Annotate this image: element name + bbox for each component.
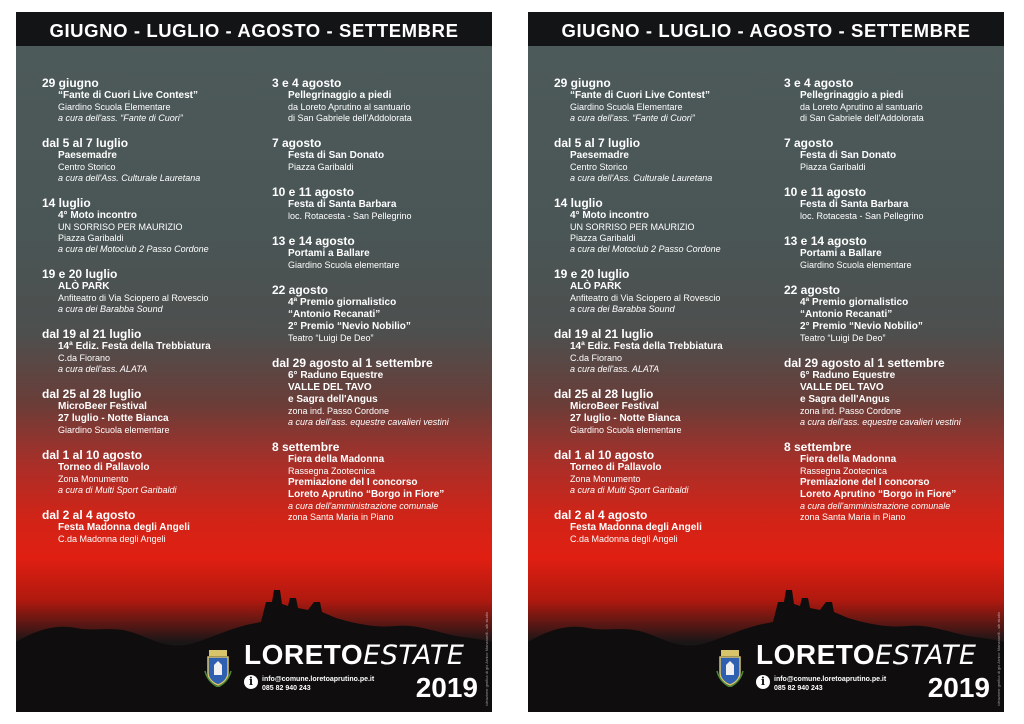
event-detail: Pellegrinaggio a piedi bbox=[800, 90, 904, 101]
event-detail: Giardino Scuola elementare bbox=[288, 260, 400, 270]
event-detail: C.da Madonna degli Angeli bbox=[570, 534, 678, 544]
footer bbox=[528, 617, 1004, 712]
event-detail: Festa Madonna degli Angeli bbox=[570, 522, 702, 533]
months-header: GIUGNO - LUGLIO - AGOSTO - SETTEMBRE bbox=[528, 12, 1004, 46]
contact-phone: 085 82 940 243 bbox=[262, 685, 311, 692]
event-detail: da Loreto Aprutino al santuario bbox=[288, 102, 411, 112]
event-detail: Giardino Scuola elementare bbox=[58, 425, 170, 435]
event-detail: Torneo di Pallavolo bbox=[58, 462, 150, 473]
town-crest-icon bbox=[204, 647, 232, 687]
event-date: dal 19 al 21 luglio bbox=[42, 327, 142, 341]
event-detail: Teatro “Luigi De Deo” bbox=[288, 333, 374, 343]
event-date: 22 agosto bbox=[784, 283, 841, 297]
event-detail: Centro Storico bbox=[570, 162, 628, 172]
event-date: 13 e 14 agosto bbox=[272, 234, 355, 248]
event-detail: ALÒ PARK bbox=[58, 281, 110, 292]
event-detail: zona ind. Passo Cordone bbox=[800, 406, 902, 416]
brand-logo bbox=[756, 639, 976, 671]
event-item bbox=[42, 448, 262, 496]
event-detail: di San Gabriele dell'Addolorata bbox=[288, 113, 412, 123]
contact-phone: 085 82 940 243 bbox=[774, 685, 823, 692]
event-detail: di San Gabriele dell'Addolorata bbox=[800, 113, 924, 123]
event-detail: Paesemadre bbox=[570, 150, 629, 161]
event-detail: 6° Raduno Equestre bbox=[288, 370, 384, 381]
event-detail: 6° Raduno Equestre bbox=[800, 370, 896, 381]
months-header: GIUGNO - LUGLIO - AGOSTO - SETTEMBRE bbox=[16, 12, 492, 46]
event-detail: “Fante di Cuori Live Contest” bbox=[58, 90, 199, 101]
event-item bbox=[272, 76, 488, 124]
event-detail: Fiera della Madonna bbox=[800, 454, 897, 465]
event-detail: Centro Storico bbox=[58, 162, 116, 172]
event-detail: Pellegrinaggio a piedi bbox=[288, 90, 392, 101]
event-item bbox=[42, 387, 262, 436]
event-date: dal 25 al 28 luglio bbox=[554, 387, 654, 401]
event-detail: 14ª Ediz. Festa della Trebbiatura bbox=[58, 341, 211, 352]
event-date: 10 e 11 agosto bbox=[784, 185, 867, 199]
town-crest-icon bbox=[716, 647, 744, 687]
event-detail: loc. Rotacesta - San Pellegrino bbox=[288, 211, 412, 221]
event-detail: a cura dell'ass. “Fante di Cuori” bbox=[58, 113, 183, 123]
events-column-right bbox=[272, 76, 488, 535]
event-date: dal 1 al 10 agosto bbox=[42, 448, 143, 462]
event-date: 8 settembre bbox=[784, 440, 852, 454]
event-detail: a cura del Motoclub 2 Passo Cordone bbox=[58, 244, 209, 254]
event-item bbox=[784, 234, 1000, 271]
event-date: dal 5 al 7 luglio bbox=[42, 136, 129, 150]
design-credit: ideazione grafica di gio Arnico Manzaselli - sib studio bbox=[484, 612, 489, 706]
event-item bbox=[272, 440, 488, 523]
event-item bbox=[272, 356, 488, 428]
event-date: 8 settembre bbox=[272, 440, 340, 454]
event-detail: Fiera della Madonna bbox=[288, 454, 385, 465]
event-detail: a cura dei Barabba Sound bbox=[58, 304, 163, 314]
event-detail: Anfiteatro di Via Sciopero al Rovescio bbox=[570, 293, 721, 303]
event-detail: C.da Fiorano bbox=[58, 353, 111, 363]
info-icon: i bbox=[756, 675, 770, 689]
event-detail: 14ª Ediz. Festa della Trebbiatura bbox=[570, 341, 723, 352]
event-detail: VALLE DEL TAVO bbox=[800, 382, 884, 393]
event-detail: Torneo di Pallavolo bbox=[570, 462, 662, 473]
event-detail: Festa di San Donato bbox=[288, 150, 385, 161]
event-detail: Loreto Aprutino “Borgo in Fiore” bbox=[800, 489, 957, 500]
event-date: dal 25 al 28 luglio bbox=[42, 387, 142, 401]
event-item bbox=[42, 196, 262, 255]
event-detail: Premiazione del I concorso bbox=[288, 477, 418, 488]
event-detail: Paesemadre bbox=[58, 150, 117, 161]
brand-logo bbox=[244, 639, 464, 671]
events-column-left bbox=[42, 76, 262, 557]
poster-right bbox=[528, 12, 1004, 712]
event-detail: Anfiteatro di Via Sciopero al Rovescio bbox=[58, 293, 209, 303]
info-icon: i bbox=[244, 675, 258, 689]
event-item bbox=[272, 234, 488, 271]
year: 2019 bbox=[415, 672, 478, 703]
event-detail: a cura dell'ass. equestre cavalieri vestini bbox=[288, 417, 449, 427]
event-item bbox=[554, 267, 774, 315]
event-date: 19 e 20 luglio bbox=[42, 267, 118, 281]
event-item bbox=[42, 76, 262, 124]
event-date: dal 29 agosto al 1 settembre bbox=[784, 356, 945, 370]
event-item bbox=[554, 136, 774, 184]
event-detail: MicroBeer Festival bbox=[570, 401, 659, 412]
event-date: dal 1 al 10 agosto bbox=[554, 448, 655, 462]
event-detail: 4ª Premio giornalistico bbox=[800, 297, 909, 308]
event-date: 13 e 14 agosto bbox=[784, 234, 867, 248]
event-date: dal 19 al 21 luglio bbox=[554, 327, 654, 341]
event-item bbox=[784, 76, 1000, 124]
event-detail: Piazza Garibaldi bbox=[58, 233, 124, 243]
contact-email: info@comune.loretoaprutino.pe.it bbox=[262, 676, 375, 683]
event-detail: Teatro “Luigi De Deo” bbox=[800, 333, 886, 343]
poster-left bbox=[16, 12, 492, 712]
event-detail: 4ª Premio giornalistico bbox=[288, 297, 397, 308]
event-detail: MicroBeer Festival bbox=[58, 401, 147, 412]
event-item bbox=[784, 136, 1000, 173]
event-detail: a cura dell'Ass. Culturale Lauretana bbox=[58, 173, 201, 183]
event-detail: e Sagra dell'Angus bbox=[288, 394, 378, 405]
event-date: 7 agosto bbox=[272, 136, 322, 150]
event-detail: a cura dell'Ass. Culturale Lauretana bbox=[570, 173, 713, 183]
brand-loreto: LORETO bbox=[756, 639, 876, 670]
design-credit: ideazione grafica di gio Arnico Manzaselli - sib studio bbox=[996, 612, 1001, 706]
event-item bbox=[42, 267, 262, 315]
event-detail: “Fante di Cuori Live Contest” bbox=[570, 90, 711, 101]
event-detail: Zona Monumento bbox=[58, 474, 129, 484]
event-date: dal 29 agosto al 1 settembre bbox=[272, 356, 433, 370]
event-item bbox=[784, 356, 1000, 428]
contact-info bbox=[774, 675, 886, 693]
event-detail: Giardino Scuola Elementare bbox=[570, 102, 683, 112]
event-detail: zona Santa Maria in Piano bbox=[288, 512, 394, 522]
event-detail: 4° Moto incontro bbox=[58, 210, 137, 221]
event-detail: Giardino Scuola elementare bbox=[800, 260, 912, 270]
event-date: dal 2 al 4 agosto bbox=[42, 508, 136, 522]
year: 2019 bbox=[927, 672, 990, 703]
event-date: dal 2 al 4 agosto bbox=[554, 508, 648, 522]
event-detail: Rassegna Zootecnica bbox=[800, 466, 888, 476]
event-date: 3 e 4 agosto bbox=[272, 76, 342, 90]
event-date: 29 giugno bbox=[554, 76, 611, 90]
event-detail: Piazza Garibaldi bbox=[570, 233, 636, 243]
event-date: 14 luglio bbox=[554, 196, 603, 210]
event-date: 14 luglio bbox=[42, 196, 91, 210]
event-item bbox=[272, 185, 488, 222]
event-detail: e Sagra dell'Angus bbox=[800, 394, 890, 405]
events-column-left bbox=[554, 76, 774, 557]
event-date: 7 agosto bbox=[784, 136, 834, 150]
event-detail: loc. Rotacesta - San Pellegrino bbox=[800, 211, 924, 221]
event-detail: a cura dell'amministrazione comunale bbox=[288, 501, 439, 511]
event-detail: zona Santa Maria in Piano bbox=[800, 512, 906, 522]
event-detail: Giardino Scuola elementare bbox=[570, 425, 682, 435]
event-detail: Portami a Ballare bbox=[800, 248, 882, 259]
event-detail: Giardino Scuola Elementare bbox=[58, 102, 171, 112]
event-item bbox=[554, 327, 774, 375]
event-detail: Festa di Santa Barbara bbox=[288, 199, 397, 210]
event-detail: a cura dell'amministrazione comunale bbox=[800, 501, 951, 511]
event-item bbox=[272, 283, 488, 344]
event-detail: Piazza Garibaldi bbox=[800, 162, 866, 172]
event-detail: Premiazione del I concorso bbox=[800, 477, 930, 488]
event-detail: a cura dell'ass. “Fante di Cuori” bbox=[570, 113, 695, 123]
event-detail: VALLE DEL TAVO bbox=[288, 382, 372, 393]
event-detail: Festa di San Donato bbox=[800, 150, 897, 161]
event-detail: C.da Fiorano bbox=[570, 353, 623, 363]
event-detail: 4° Moto incontro bbox=[570, 210, 649, 221]
event-date: 19 e 20 luglio bbox=[554, 267, 630, 281]
event-detail: a cura dei Barabba Sound bbox=[570, 304, 675, 314]
event-date: 22 agosto bbox=[272, 283, 329, 297]
event-detail: da Loreto Aprutino al santuario bbox=[800, 102, 923, 112]
event-detail: ALÒ PARK bbox=[570, 281, 622, 292]
event-detail: a cura del Motoclub 2 Passo Cordone bbox=[570, 244, 721, 254]
event-item bbox=[272, 136, 488, 173]
event-detail: Zona Monumento bbox=[570, 474, 641, 484]
event-detail: zona ind. Passo Cordone bbox=[288, 406, 390, 416]
footer bbox=[16, 617, 492, 712]
event-detail: UN SORRISO PER MAURIZIO bbox=[58, 222, 183, 232]
brand-estate: ESTATE bbox=[363, 640, 465, 671]
event-item bbox=[784, 283, 1000, 344]
contact-info bbox=[262, 675, 374, 693]
event-detail: a cura di Multi Sport Garibaldi bbox=[570, 485, 689, 495]
event-item bbox=[554, 76, 774, 124]
event-detail: “Antonio Recanati” bbox=[288, 309, 381, 320]
event-detail: Loreto Aprutino “Borgo in Fiore” bbox=[288, 489, 445, 500]
event-detail: 27 luglio - Notte Bianca bbox=[570, 413, 681, 424]
event-detail: Festa Madonna degli Angeli bbox=[58, 522, 190, 533]
event-date: 10 e 11 agosto bbox=[272, 185, 355, 199]
event-detail: C.da Madonna degli Angeli bbox=[58, 534, 166, 544]
event-detail: UN SORRISO PER MAURIZIO bbox=[570, 222, 695, 232]
event-item bbox=[42, 136, 262, 184]
event-detail: Piazza Garibaldi bbox=[288, 162, 354, 172]
event-item bbox=[554, 448, 774, 496]
event-detail: Portami a Ballare bbox=[288, 248, 370, 259]
event-date: 3 e 4 agosto bbox=[784, 76, 854, 90]
event-detail: 2° Premio “Nevio Nobilio” bbox=[800, 321, 923, 332]
event-detail: Rassegna Zootecnica bbox=[288, 466, 376, 476]
event-detail: 27 luglio - Notte Bianca bbox=[58, 413, 169, 424]
event-date: 29 giugno bbox=[42, 76, 99, 90]
event-detail: a cura dell'ass. ALATA bbox=[570, 364, 660, 374]
event-detail: a cura dell'ass. equestre cavalieri vestini bbox=[800, 417, 961, 427]
brand-loreto: LORETO bbox=[244, 639, 364, 670]
event-detail: Festa di Santa Barbara bbox=[800, 199, 909, 210]
event-detail: 2° Premio “Nevio Nobilio” bbox=[288, 321, 411, 332]
event-date: dal 5 al 7 luglio bbox=[554, 136, 641, 150]
event-item bbox=[42, 327, 262, 375]
event-item bbox=[554, 387, 774, 436]
event-detail: a cura dell'ass. ALATA bbox=[58, 364, 148, 374]
event-item bbox=[784, 440, 1000, 523]
event-item bbox=[554, 196, 774, 255]
brand-estate: ESTATE bbox=[875, 640, 977, 671]
event-detail: “Antonio Recanati” bbox=[800, 309, 893, 320]
event-item bbox=[784, 185, 1000, 222]
contact-email: info@comune.loretoaprutino.pe.it bbox=[774, 676, 887, 683]
event-detail: a cura di Multi Sport Garibaldi bbox=[58, 485, 177, 495]
events-column-right bbox=[784, 76, 1000, 535]
